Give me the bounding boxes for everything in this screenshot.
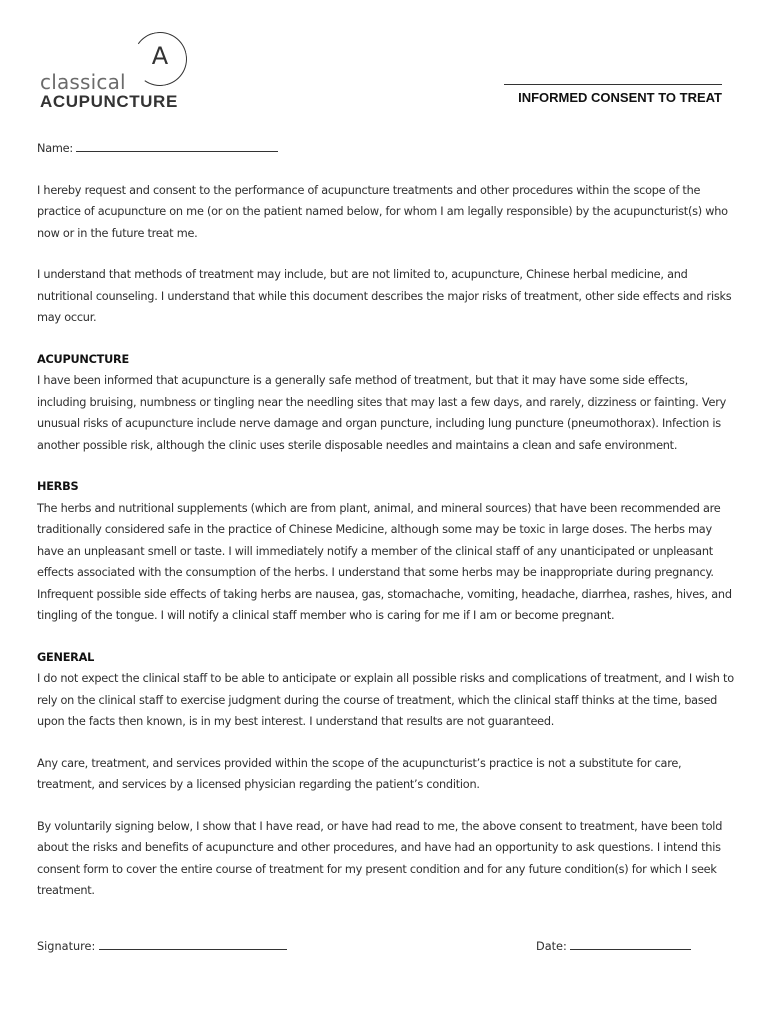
date-label: Date: (536, 940, 567, 953)
signature-block (37, 937, 287, 953)
signature-row (37, 937, 737, 959)
general-heading: GENERAL (37, 650, 95, 664)
herbs-paragraph: The herbs and nutritional supplements (which are from plant, animal, and mineral sources) that have been recommended are traditionally considered safe in the practice of Chinese Medicine, although some may be toxic in large doses. The herbs may have an unpleasant smell or taste. I will immediately notify a member of the clinical staff of any unanticipated or unpleasant effects associated with the consumption of the herbs. I understand that some herbs may be inappropriate during pregnancy. Infrequent possible side effects of taking herbs are nausea, gas, stomachache, vomiting, headache, diarrhea, rashes, hives, and tingling of the tongue. I will notify a clinical staff member who is caring for me if I am or become pregnant. (37, 501, 732, 622)
methods-paragraph: I understand that methods of treatment may include, but are not limited to, acupuncture, Chinese herbal medicine, and nutritional counseling. I understand that while this document describes the major risks of treatment, other side effects and risks may occur. (37, 268, 732, 324)
document-title: INFORMED CONSENT TO TREAT (504, 84, 722, 105)
care-paragraph: Any care, treatment, and services provided within the scope of the acupuncturist’s practice is not a substitute for care, treatment, and services by a licensed physician regarding the patient’s condition. (37, 756, 682, 791)
signature-field[interactable] (99, 937, 287, 950)
logo-letter: A (151, 42, 169, 70)
logo-text-classical: classical (40, 70, 126, 94)
signing-paragraph: By voluntarily signing below, I show that I have read, or have had read to me, the above consent to treatment, have been told about the risks and benefits of acupuncture and other procedures, and have had an opportunity to ask questions. I intend this consent form to cover the entire course of treatment for my present condition and for any future condition(s) for which I seek treatment. (37, 819, 723, 897)
general-paragraph: I do not expect the clinical staff to be able to anticipate or explain all possible risks and complications of treatment, and I wish to rely on the clinical staff to exercise judgment during the course of treatment, which the clinical staff thinks at the time, based upon the facts then known, is in my best interest. I understand that results are not guaranteed. (37, 672, 734, 728)
name-label: Name: (37, 142, 73, 155)
consent-paragraph: I hereby request and consent to the performance of acupuncture treatments and other procedures within the scope of the practice of acupuncture on me (or on the patient named below, for whom I am legally responsible) by the acupuncturist(s) who now or in the future treat me. (37, 183, 728, 240)
document-body (37, 138, 737, 902)
acupuncture-heading: ACUPUNCTURE (37, 352, 129, 366)
date-field[interactable] (570, 937, 691, 950)
date-block (536, 937, 691, 953)
acupuncture-paragraph: I have been informed that acupuncture is a generally safe method of treatment, but that it may have some side effects, including bruising, numbness or tingling near the needling sites that may last a few days, and rarely, dizziness or fainting. Very unusual risks of acupuncture include nerve damage and organ puncture, including lung puncture (pneumothorax). Infection is another possible risk, although the clinic uses sterile disposable needles and maintains a clean and safe environment. (37, 374, 727, 452)
name-field-row (37, 138, 737, 160)
clinic-logo (40, 32, 200, 112)
logo-text-acupuncture: ACUPUNCTURE (40, 92, 178, 111)
name-field[interactable] (76, 139, 278, 152)
signature-label: Signature: (37, 940, 96, 953)
herbs-heading: HERBS (37, 480, 79, 493)
